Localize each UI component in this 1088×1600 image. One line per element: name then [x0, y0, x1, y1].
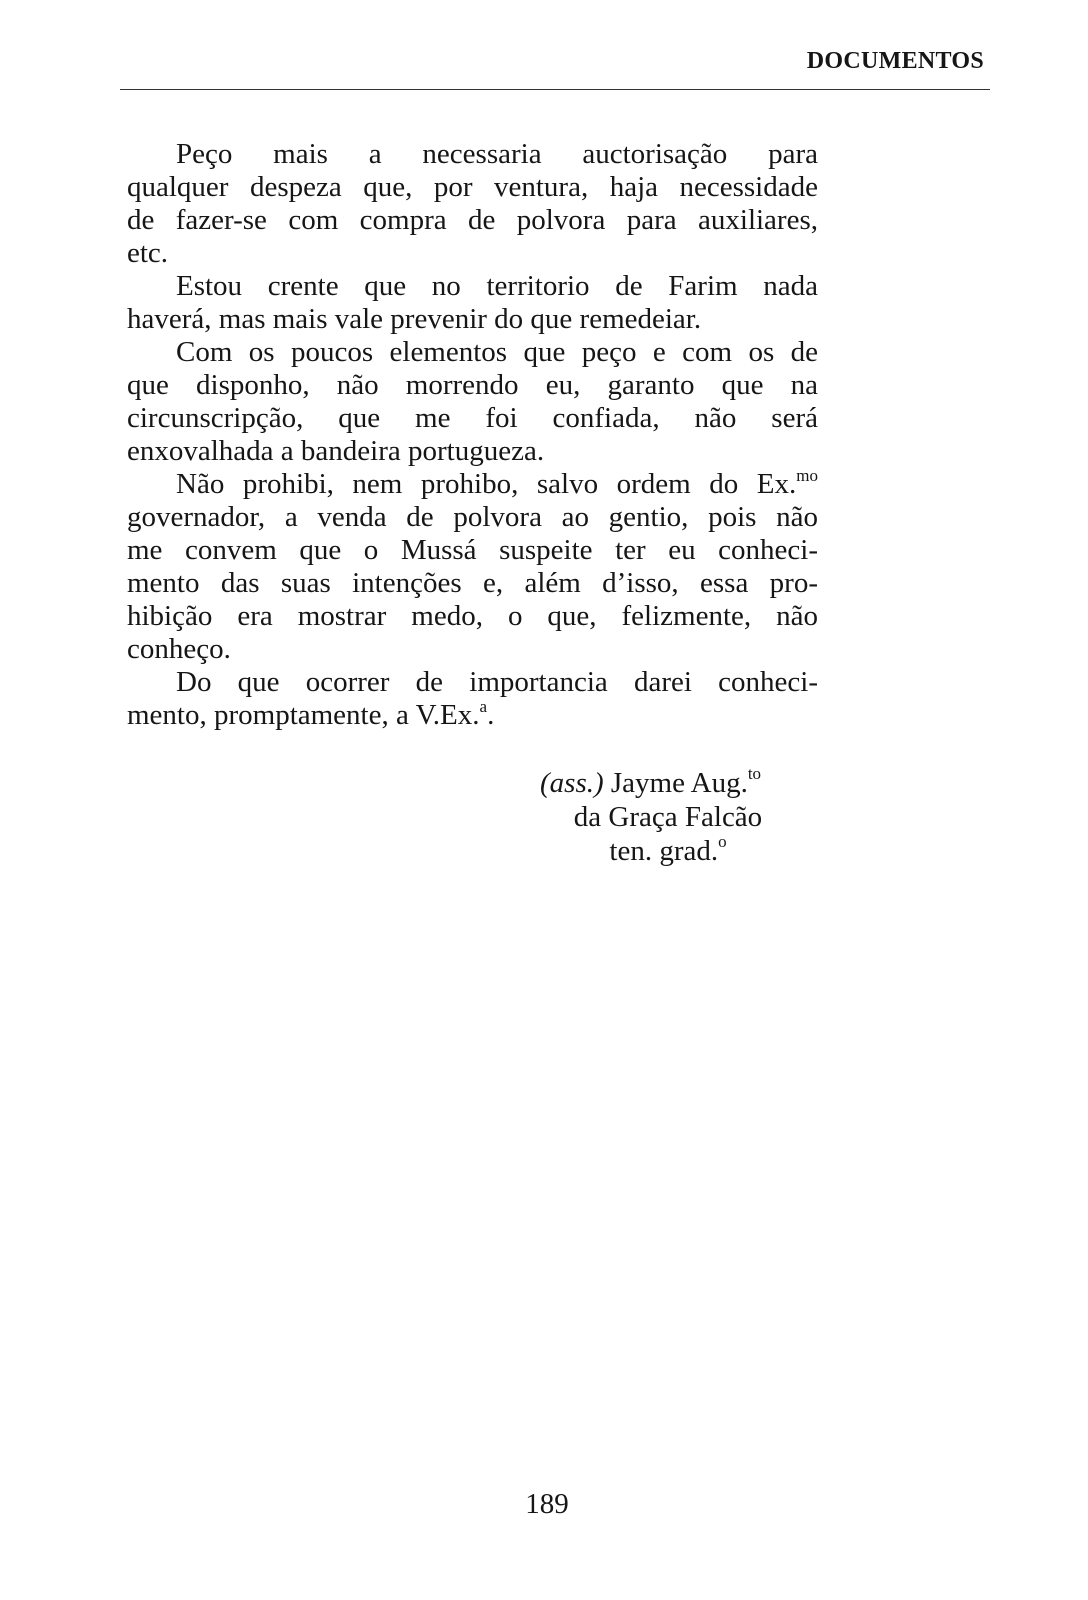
line-text: mento, promptamente, a V.Ex. [127, 699, 480, 731]
line-text: Não prohibi, nem prohibo, salvo ordem do Ex. [176, 468, 797, 500]
text-line [127, 501, 818, 534]
paragraph [127, 468, 818, 666]
signature-prefix: (ass.) [540, 767, 604, 799]
signature-rank: ten. grad. [609, 835, 719, 867]
line-text: hibição era mostrar medo, o que, felizmente, não [127, 600, 818, 632]
line-tail: . [487, 699, 495, 731]
superscript: mo [796, 466, 818, 485]
line-text: etc. [127, 237, 169, 269]
paragraph [127, 138, 818, 270]
text-line [127, 633, 818, 666]
line-text: mento das suas intenções e, além d’isso, essa pro- [127, 567, 818, 599]
text-line [127, 270, 818, 303]
text-line [127, 138, 818, 171]
text-line [127, 468, 818, 501]
text-line [127, 567, 818, 600]
body-text [127, 138, 818, 732]
text-line [127, 204, 818, 237]
line-text: conheço. [127, 633, 231, 665]
line-text: de fazer-se com compra de polvora para auxiliares, [127, 204, 818, 236]
text-line [127, 303, 818, 336]
signature-surname: da Graça Falcão [573, 801, 763, 833]
text-line [127, 699, 818, 732]
running-header: DOCUMENTOS [806, 48, 984, 74]
text-line [127, 600, 818, 633]
line-text: governador, a venda de polvora ao gentio, pois não [127, 501, 818, 533]
text-line [127, 534, 818, 567]
paragraph [127, 666, 818, 732]
line-text: Peço mais a necessaria auctorisação para [176, 138, 818, 170]
signature-rank-line [480, 834, 856, 868]
text-line [127, 402, 818, 435]
line-text: Com os poucos elementos que peço e com os de [176, 336, 818, 368]
header-rule [120, 89, 990, 90]
superscript: a [479, 697, 488, 716]
line-text: qualquer despeza que, por ventura, haja necessidade [127, 171, 818, 203]
page-number: 189 [525, 1488, 569, 1520]
text-line [127, 237, 818, 270]
line-text: que disponho, não morrendo eu, garanto que na [127, 369, 818, 401]
text-line [127, 369, 818, 402]
signature-name-superscript: to [747, 764, 762, 783]
signature-name: Jayme Aug. [603, 767, 748, 799]
line-text: me convem que o Mussá suspeite ter eu conheci- [127, 534, 818, 566]
line-text: Estou crente que no territorio de Farim nada [176, 270, 818, 302]
text-line [127, 435, 818, 468]
signature-block [480, 766, 856, 868]
signature-line-name [480, 766, 856, 800]
text-line [127, 336, 818, 369]
line-text: circunscripção, que me foi confiada, não será [127, 402, 818, 434]
line-text: haverá, mas mais vale prevenir do que remedeiar. [127, 303, 702, 335]
paragraph [127, 270, 818, 336]
line-text: Do que ocorrer de importancia darei conheci- [176, 666, 818, 698]
text-line [127, 666, 818, 699]
signature-rank-superscript: o [718, 832, 727, 851]
text-line [127, 171, 818, 204]
paragraph [127, 336, 818, 468]
line-text: enxovalhada a bandeira portugueza. [127, 435, 545, 467]
